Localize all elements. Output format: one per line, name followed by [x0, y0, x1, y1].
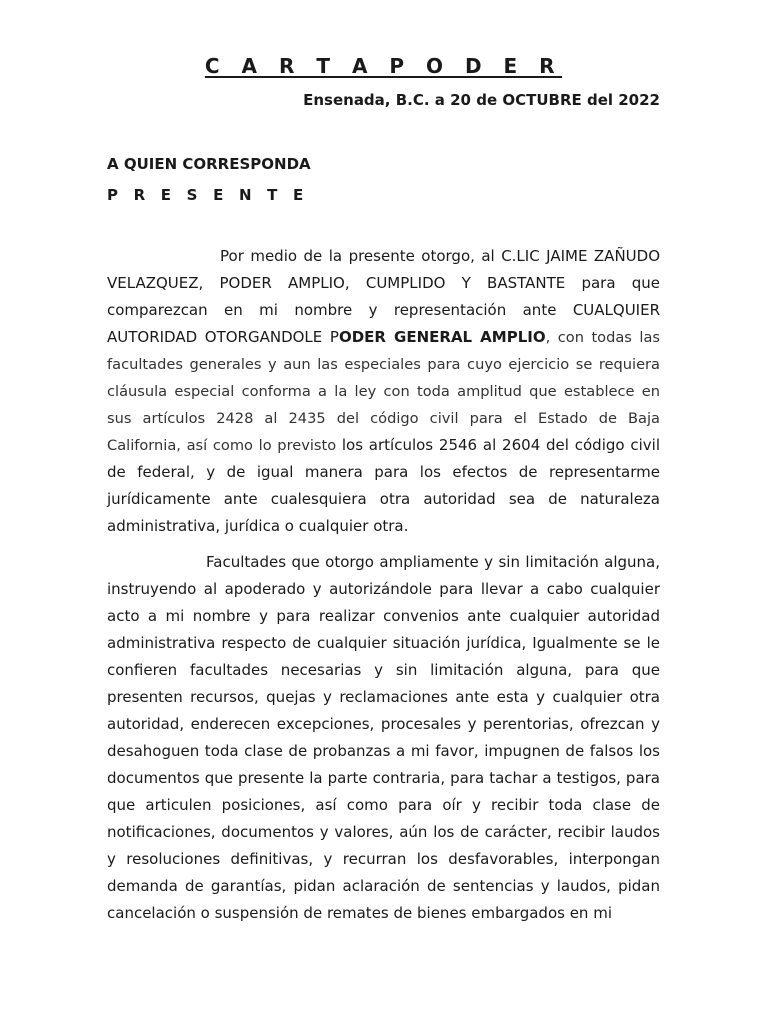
paragraph-1-part-2: , con todas las facultades generales y aun las especiales para cuyo ejercicio se requiera cláusula especial conforma a la ley con toda amplitud que establece en sus artículos 2428 al 2435 del código civil para el Estado de Baja California, así como lo previsto: [107, 329, 660, 454]
presente-line: P R E S E N T E: [107, 186, 309, 204]
paragraph-1-part-3: los artículos 2546 al 2604 del código civil de federal, y de igual manera para los efectos de representarme jurídicamente ante cualesquiera otra autoridad sea de naturaleza administrativa, jurídica o cualquier otra.: [107, 436, 660, 535]
paragraph-2: Facultades que otorgo ampliamente y sin limitación alguna, instruyendo al apoderado y autorizándole para llevar a cabo cualquier acto a mi nombre y para realizar convenios ante cualquier autoridad administrativa respecto de cualquier situación jurídica, Igualmente se le confieren facultades necesarias y sin limitación alguna, para que presenten recursos, quejas y reclamaciones ante esta y cualquier otra autoridad, enderecen excepciones, procesales y perentorias, ofrezcan y desahoguen toda clase de probanzas a mi favor, impugnen de falsos los documentos que presente la parte contraria, para tachar a testigos, para que articulen posiciones, así como para oír y recibir toda clase de notificaciones, documentos y valores, aún los de carácter, recibir laudos y resoluciones definitivas, y recurran los desfavorables, interpongan demanda de garantías, pidan aclaración de sentencias y laudos, pidan cancelación o suspensión de remates de bienes embargados en mi: [107, 553, 660, 922]
addressee: A QUIEN CORRESPONDA: [107, 155, 311, 173]
paragraph-1-part-1: Por medio de la presente otorgo, al C.LIC JAIME ZAÑUDO VELAZQUEZ, PODER AMPLIO, CUMPLIDO Y BASTANTE para que comparezcan en mi nombre y representación ante CUALQUIER AUTORIDAD OTORGANDOLE P: [107, 247, 660, 346]
document-title: C A R T A P O D E R: [204, 54, 563, 78]
paragraph-1: [107, 243, 660, 540]
place-date: Ensenada, B.C. a 20 de OCTUBRE del 2022: [303, 91, 660, 109]
paragraph-1-bold: ODER GENERAL AMPLIO: [338, 328, 546, 346]
